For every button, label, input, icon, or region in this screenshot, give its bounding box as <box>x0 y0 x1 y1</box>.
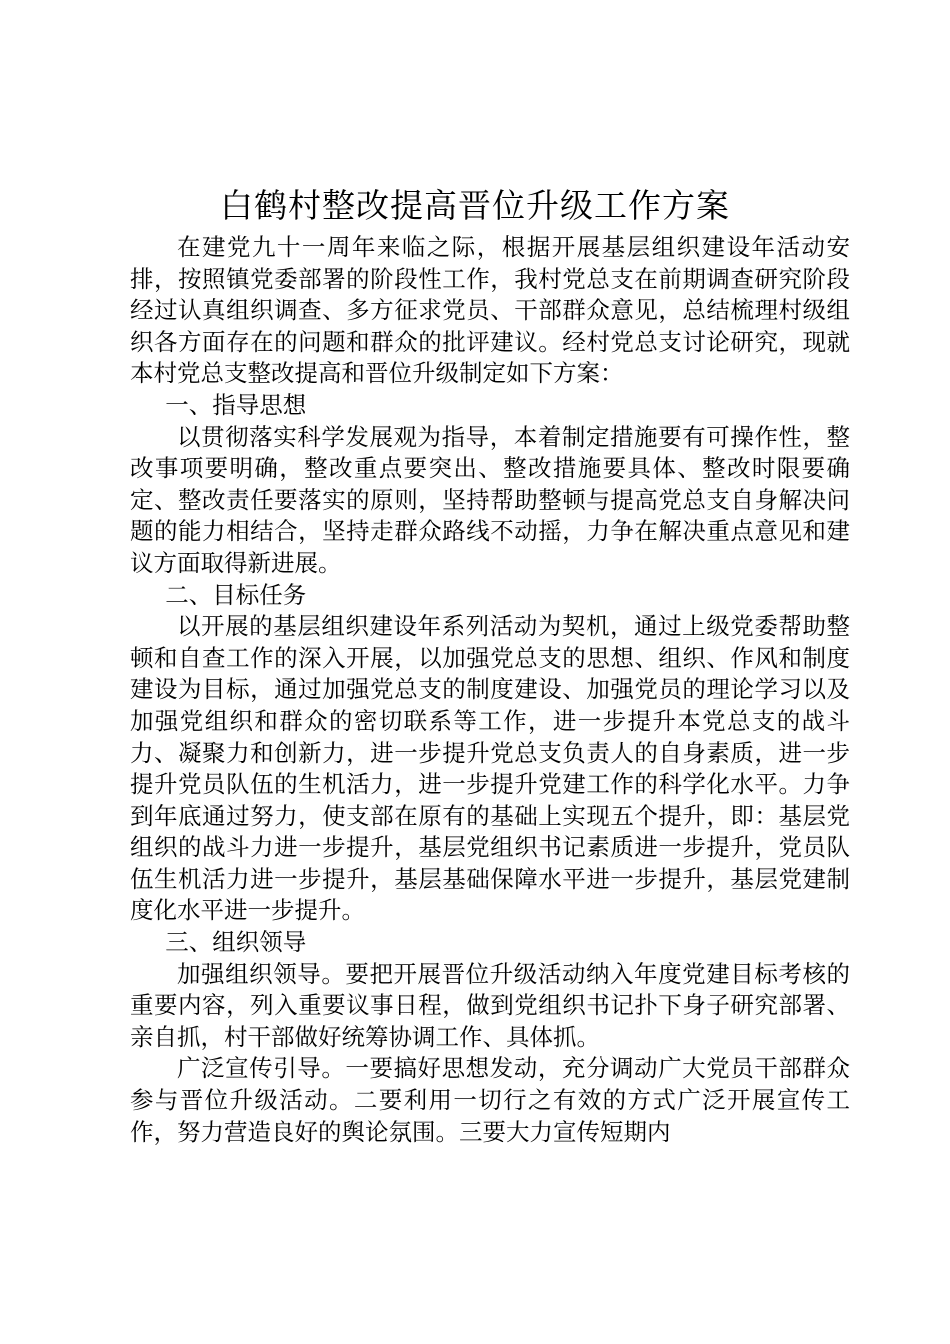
section-heading-guiding-thought: 一、指导思想 <box>165 390 307 419</box>
paragraph-objectives: 以开展的基层组织建设年系列活动为契机，通过上级党委帮助整顿和自查工作的深入开展，以加强党总支的思想、组织、作风和制度建设为目标，通过加强党总支的制度建设、加强党员的理论学习以及加强党组织和群众的密切联系等工作，进一步提升本党总支的战斗力、凝聚力和创新力，进一步提升党总支负责人的自身素质，进一步提升党员队伍的生机活力，进一步提升党建工作的科学化水平。力争到年底通过努力，使支部在原有的基础上实现五个提升，即：基层党组织的战斗力进一步提升，基层党组织书记素质进一步提升，党员队伍生机活力进一步提升，基层基础保障水平进一步提升，基层党建制度化水平进一步提升。 <box>130 612 850 925</box>
paragraph-guiding-thought: 以贯彻落实科学发展观为指导，本着制定措施要有可操作性，整改事项要明确，整改重点要突出、整改措施要具体、整改时限要确定、整改责任要落实的原则，坚持帮助整顿与提高党总支自身解决问题的能力相结合，坚持走群众路线不动摇，力争在解决重点意见和建议方面取得新进展。 <box>130 422 850 577</box>
section-heading-objectives: 二、目标任务 <box>165 580 307 609</box>
document-body <box>130 232 850 1148</box>
document-title: 白鹤村整改提高晋位升级工作方案 <box>220 186 730 225</box>
paragraph-organization-leadership: 加强组织领导。要把开展晋位升级活动纳入年度党建目标考核的重要内容，列入重要议事日程，做到党组织书记扑下身子研究部署、亲自抓，村干部做好统筹协调工作、具体抓。 <box>130 959 850 1051</box>
paragraph-publicity: 广泛宣传引导。一要搞好思想发动，充分调动广大党员干部群众参与晋位升级活动。二要利用一切行之有效的方式广泛开展宣传工作，努力营造良好的舆论氛围。三要大力宣传短期内 <box>130 1054 850 1146</box>
section-heading-organization: 三、组织领导 <box>165 928 307 957</box>
paragraph-intro: 在建党九十一周年来临之际，根据开展基层组织建设年活动安排，按照镇党委部署的阶段性工作，我村党总支在前期调查研究阶段经过认真组织调查、多方征求党员、干部群众意见，总结梳理村级组织各方面存在的问题和群众的批评建议。经村党总支讨论研究，现就本村党总支整改提高和晋位升级制定如下方案： <box>130 233 850 388</box>
